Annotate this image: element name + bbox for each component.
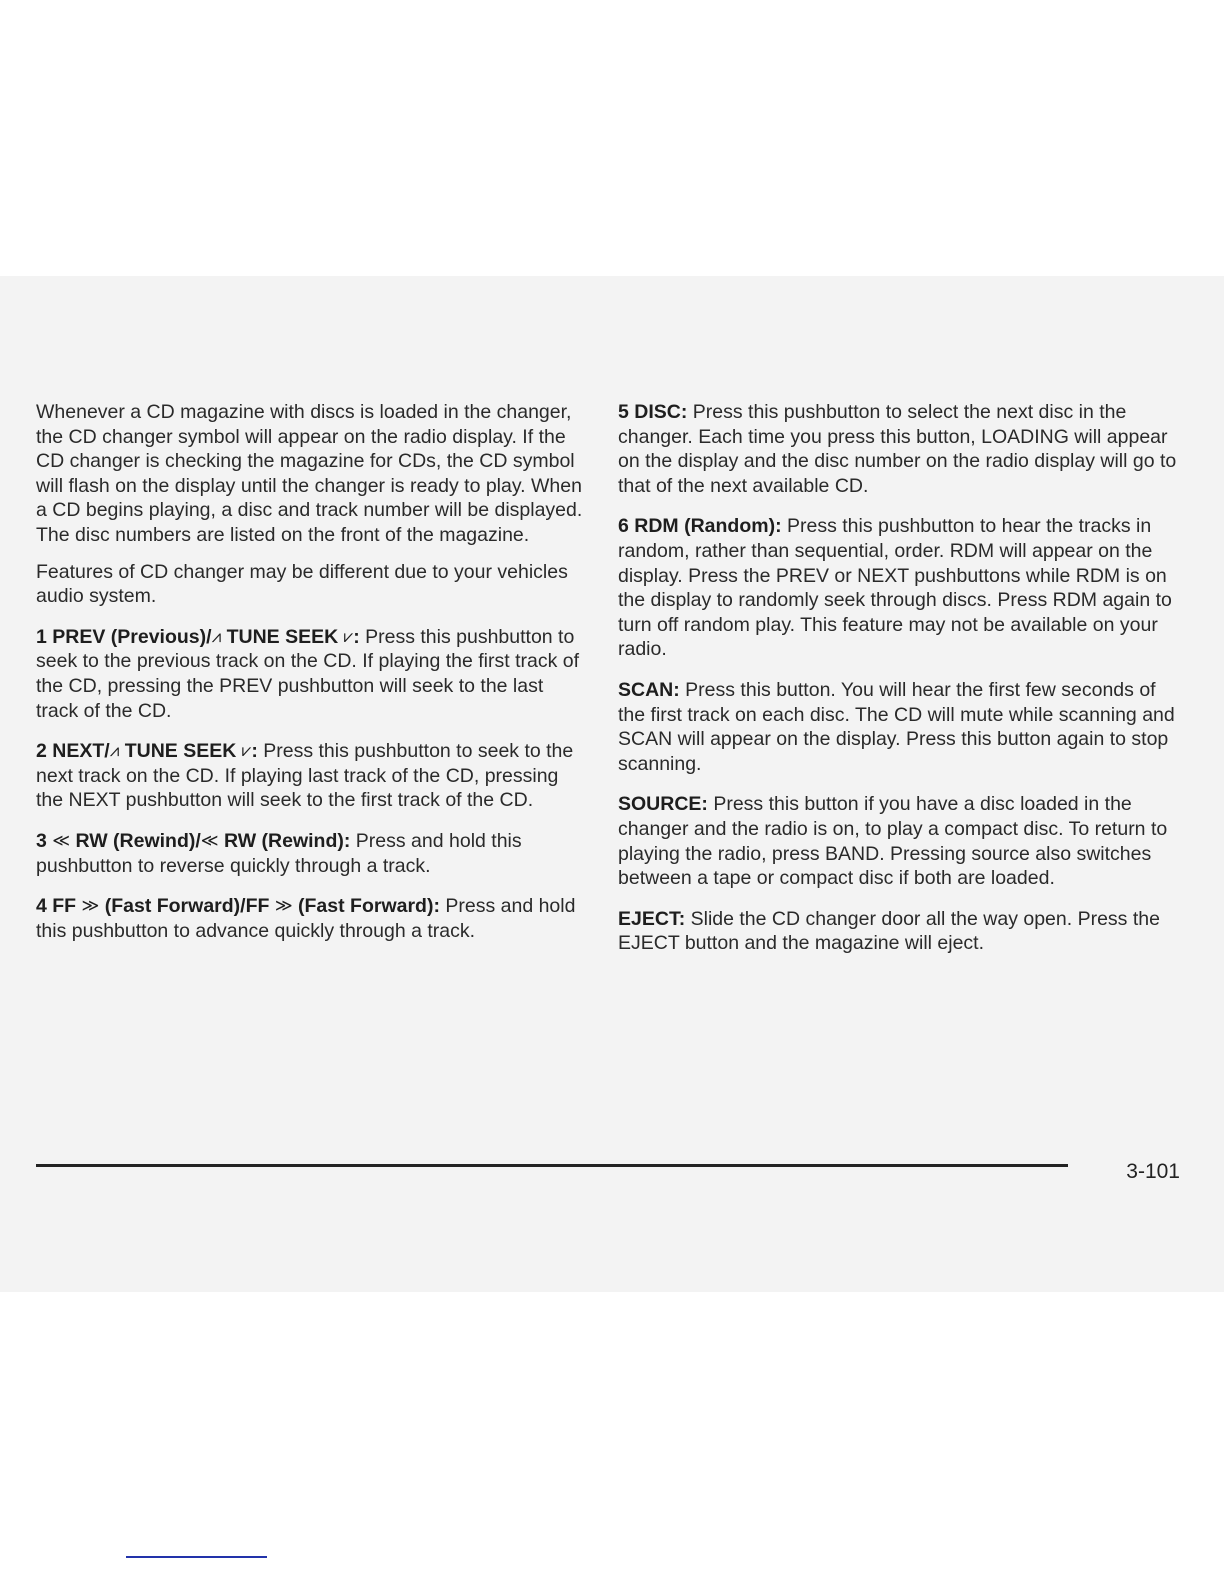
item-description: Slide the CD changer door all the way open. Press the EJECT button and the magazine will eject. — [618, 907, 1160, 955]
item-description: Press and hold this pushbutton to advance quickly through a track. — [36, 895, 576, 942]
item-description: Press and hold this pushbutton to reverse quickly through a track. — [36, 829, 522, 877]
item-description: Press this pushbutton to seek to the next track on the CD. If playing last track of the CD, pressing the NEXT pushbutton will seek to the first track of the CD. — [36, 740, 574, 812]
rewind-icon: ≪ — [52, 830, 71, 850]
rewind-icon: ≪ — [200, 830, 219, 850]
item-term: EJECT: — [618, 907, 686, 930]
fast-forward-icon: ≫ — [81, 896, 100, 916]
right-column — [618, 400, 1184, 968]
item-term: 3 ≪ RW (Rewind)/≪ RW (Rewind): — [36, 829, 351, 852]
item-random — [618, 514, 1184, 662]
item-term: 5 DISC: — [618, 401, 688, 423]
item-description: Press this button if you have a disc loaded in the changer and the radio is on, to play a compact disc. To return to playing the radio, press BAND. Pressing source also switches between a tape or compact disc if both are loaded. — [618, 793, 1168, 890]
page-number: 3-101 — [1126, 1160, 1180, 1183]
item-rewind — [36, 829, 584, 878]
left-column — [36, 400, 584, 955]
item-description: Press this pushbutton to seek to the previous track on the CD. If playing the first track of the CD, pressing the PREV pushbutton will seek to the last track of the CD. — [36, 625, 580, 722]
item-term: SOURCE: — [618, 793, 708, 816]
bottom-link-underline[interactable] — [126, 1556, 267, 1558]
seek-up-icon: ⩘ — [211, 626, 222, 646]
seek-up-icon: ⩘ — [109, 741, 120, 761]
footer-rule — [36, 1164, 1068, 1167]
item-description: Press this pushbutton to hear the tracks in random, rather than sequential, order. RDM will appear on the display. Press the PREV or NEXT pushbuttons while RDM is on the display to randomly seek through discs. Press RDM again to turn off random play. This feature may not be available on your radio. — [618, 515, 1172, 661]
item-term: 2 NEXT/⩘ TUNE SEEK ⩗: — [36, 740, 258, 763]
item-prev — [36, 625, 584, 723]
item-description: Press this button. You will hear the first few seconds of the first track on each disc. The CD will mute while scanning and SCAN will appear on the display. Press this button again to stop scanning. — [618, 678, 1175, 775]
item-eject — [618, 907, 1184, 956]
intro-paragraph: Whenever a CD magazine with discs is loaded in the changer, the CD changer symbol will appear on the radio display. If the CD changer is checking the magazine for CDs, the CD symbol will flash on the display until the changer is ready to play. When a CD begins playing, a disc and track number will be displayed. The disc numbers are listed on the front of the magazine. — [36, 401, 583, 546]
item-disc — [618, 400, 1184, 498]
features-note: Features of CD changer may be different due to your vehicles audio system. — [36, 560, 568, 608]
item-term: SCAN: — [618, 678, 680, 701]
item-description: Press this pushbutton to select the next disc in the changer. Each time you press this button, LOADING will appear on the display and the disc number on the radio display will go to that of the next available CD. — [618, 401, 1177, 497]
item-scan — [618, 678, 1184, 776]
item-term: 4 FF ≫ (Fast Forward)/FF ≫ (Fast Forward): — [36, 895, 440, 918]
seek-down-icon: ⩗ — [343, 626, 354, 646]
fast-forward-icon: ≫ — [274, 896, 293, 916]
item-next — [36, 739, 584, 813]
seek-down-icon: ⩗ — [241, 741, 252, 761]
item-fast-forward — [36, 894, 584, 943]
item-term: 1 PREV (Previous)/⩘ TUNE SEEK ⩗: — [36, 625, 360, 648]
item-source — [618, 792, 1184, 890]
item-term: 6 RDM (Random): — [618, 515, 782, 538]
